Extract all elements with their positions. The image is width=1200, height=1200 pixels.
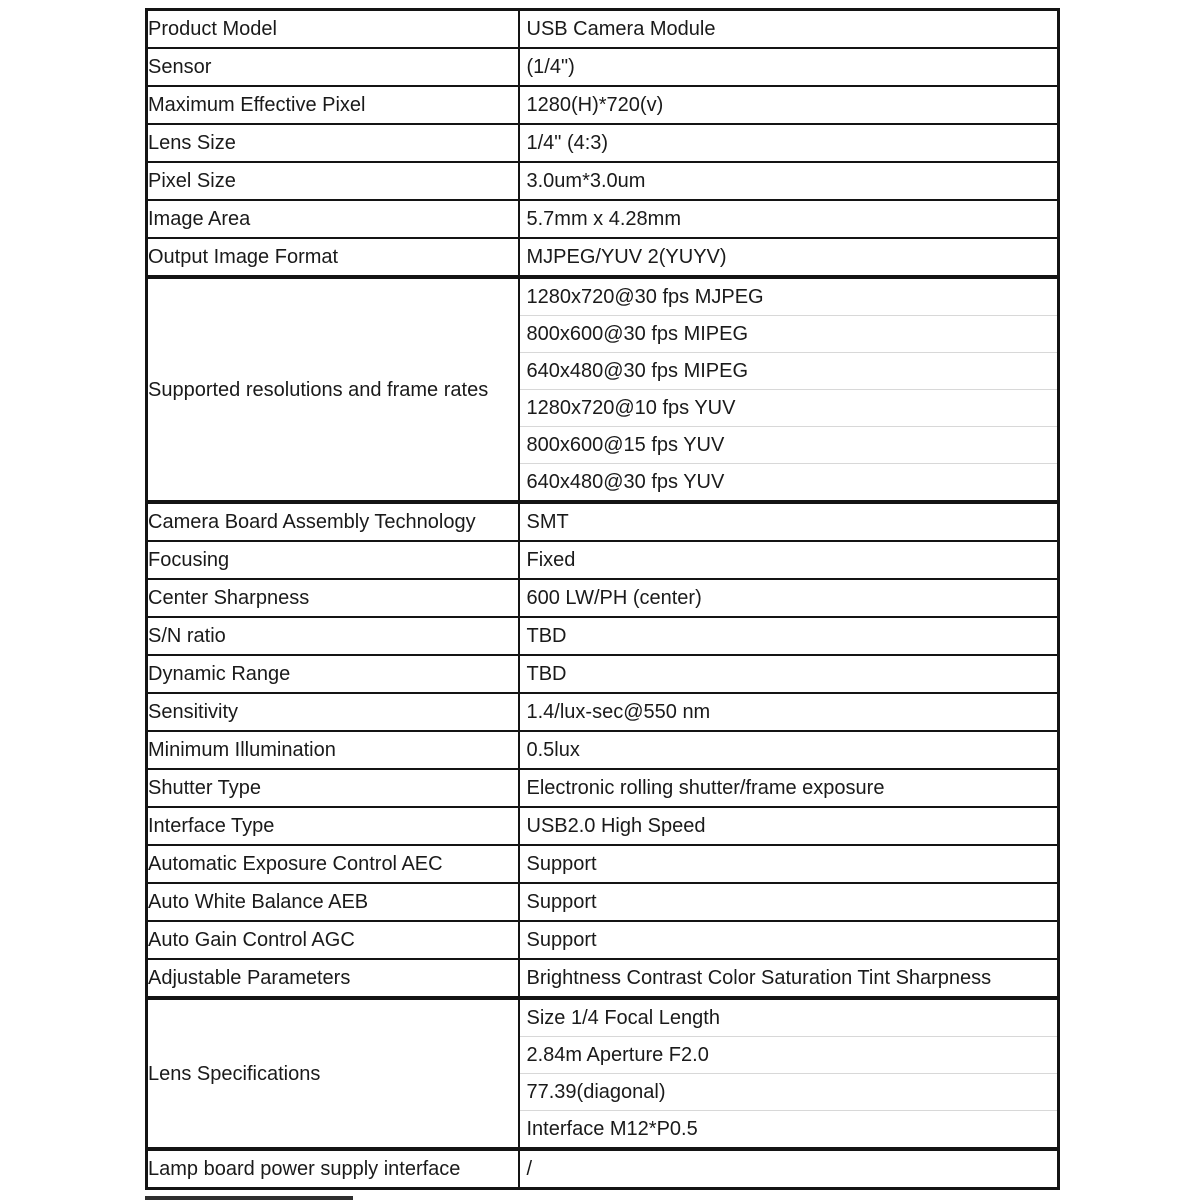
spec-value-line: 0.5lux	[526, 739, 580, 761]
spec-value	[519, 769, 1059, 807]
spec-value	[519, 10, 1059, 49]
spec-label: Sensor	[147, 48, 519, 86]
spec-value-line: Support	[526, 929, 597, 951]
table-row	[147, 124, 1059, 162]
table-row	[147, 769, 1059, 807]
spec-value-line: 1.4/lux-sec@550 nm	[526, 701, 711, 723]
spec-value	[519, 238, 1059, 277]
table-row	[147, 731, 1059, 769]
table-row	[147, 883, 1059, 921]
spec-label: Minimum Illumination	[147, 731, 519, 769]
spec-value	[519, 541, 1059, 579]
spec-label: Sensitivity	[147, 693, 519, 731]
spec-value-line: USB2.0 High Speed	[526, 815, 706, 837]
spec-table	[145, 8, 1060, 1190]
spec-value-line: 2.84m Aperture F2.0	[520, 1036, 1058, 1073]
spec-value-line: USB Camera Module	[526, 18, 716, 40]
spec-value	[519, 1149, 1059, 1189]
table-row	[147, 655, 1059, 693]
spec-value-line: TBD	[526, 663, 567, 685]
table-row	[147, 617, 1059, 655]
spec-value	[519, 883, 1059, 921]
spec-value	[519, 86, 1059, 124]
spec-value-line: 640x480@30 fps MIPEG	[520, 352, 1058, 389]
table-row	[147, 162, 1059, 200]
table-row	[147, 502, 1059, 541]
table-row	[147, 579, 1059, 617]
spec-label: Automatic Exposure Control AEC	[147, 845, 519, 883]
table-row	[147, 998, 1059, 1149]
spec-value	[519, 921, 1059, 959]
table-row	[147, 86, 1059, 124]
spec-label: Camera Board Assembly Technology	[147, 502, 519, 541]
spec-value-line: TBD	[526, 625, 567, 647]
spec-label: Product Model	[147, 10, 519, 49]
table-row	[147, 238, 1059, 277]
spec-value	[519, 655, 1059, 693]
table-row	[147, 921, 1059, 959]
spec-value-line: 77.39(diagonal)	[520, 1073, 1058, 1110]
spec-label: Supported resolutions and frame rates	[147, 277, 519, 502]
spec-value	[519, 693, 1059, 731]
table-row	[147, 693, 1059, 731]
spec-label: Lens Size	[147, 124, 519, 162]
table-row	[147, 959, 1059, 998]
spec-value	[519, 200, 1059, 238]
spec-value-line: 5.7mm x 4.28mm	[526, 208, 681, 230]
spec-label: Auto Gain Control AGC	[147, 921, 519, 959]
spec-value	[519, 48, 1059, 86]
spec-value	[519, 277, 1059, 502]
spec-value-line: Support	[526, 891, 597, 913]
table-row	[147, 48, 1059, 86]
spec-value	[519, 845, 1059, 883]
spec-value-line: 800x600@15 fps YUV	[520, 426, 1058, 463]
spec-value-line: 1/4" (4:3)	[526, 132, 609, 154]
table-row	[147, 845, 1059, 883]
spec-label: Lamp board power supply interface	[147, 1149, 519, 1189]
spec-label: Focusing	[147, 541, 519, 579]
spec-value-line: (1/4")	[526, 56, 575, 78]
spec-label: Image Area	[147, 200, 519, 238]
spec-value	[519, 579, 1059, 617]
table-row	[147, 277, 1059, 502]
spec-value-line: Size 1/4 Focal Length	[526, 1007, 720, 1029]
spec-value	[519, 617, 1059, 655]
spec-value-line: Brightness Contrast Color Saturation Tint Sharpness	[526, 967, 992, 989]
spec-value-line: 600 LW/PH (center)	[526, 587, 702, 609]
spec-value-line: Electronic rolling shutter/frame exposure	[526, 777, 885, 799]
spec-label: Auto White Balance AEB	[147, 883, 519, 921]
spec-label: S/N ratio	[147, 617, 519, 655]
spec-label: Lens Specifications	[147, 998, 519, 1149]
spec-value-line: MJPEG/YUV 2(YUYV)	[526, 246, 727, 268]
spec-label: Dynamic Range	[147, 655, 519, 693]
spec-value	[519, 959, 1059, 998]
spec-value	[519, 731, 1059, 769]
spec-label: Shutter Type	[147, 769, 519, 807]
spec-value	[519, 162, 1059, 200]
spec-label: Interface Type	[147, 807, 519, 845]
spec-value-line: /	[526, 1158, 533, 1180]
table-row	[147, 200, 1059, 238]
spec-value-line: Support	[526, 853, 597, 875]
table-row	[147, 807, 1059, 845]
spec-value-line: SMT	[526, 511, 569, 533]
spec-value-line: 640x480@30 fps YUV	[520, 463, 1058, 500]
scan-artifact-bar	[145, 1196, 353, 1200]
spec-value-line: 1280x720@30 fps MJPEG	[526, 286, 764, 308]
spec-label: Center Sharpness	[147, 579, 519, 617]
table-row	[147, 10, 1059, 49]
spec-value	[519, 124, 1059, 162]
table-row	[147, 1149, 1059, 1189]
spec-label: Maximum Effective Pixel	[147, 86, 519, 124]
spec-value-line: Fixed	[526, 549, 576, 571]
spec-value-line: 1280x720@10 fps YUV	[520, 389, 1058, 426]
spec-value	[519, 502, 1059, 541]
spec-value-line: 800x600@30 fps MIPEG	[520, 315, 1058, 352]
spec-value	[519, 998, 1059, 1149]
spec-value-line: 3.0um*3.0um	[526, 170, 646, 192]
spec-value-line: 1280(H)*720(v)	[526, 94, 664, 116]
spec-label: Pixel Size	[147, 162, 519, 200]
table-row	[147, 541, 1059, 579]
spec-label: Adjustable Parameters	[147, 959, 519, 998]
spec-value	[519, 807, 1059, 845]
spec-value-line: Interface M12*P0.5	[520, 1110, 1058, 1147]
spec-label: Output Image Format	[147, 238, 519, 277]
